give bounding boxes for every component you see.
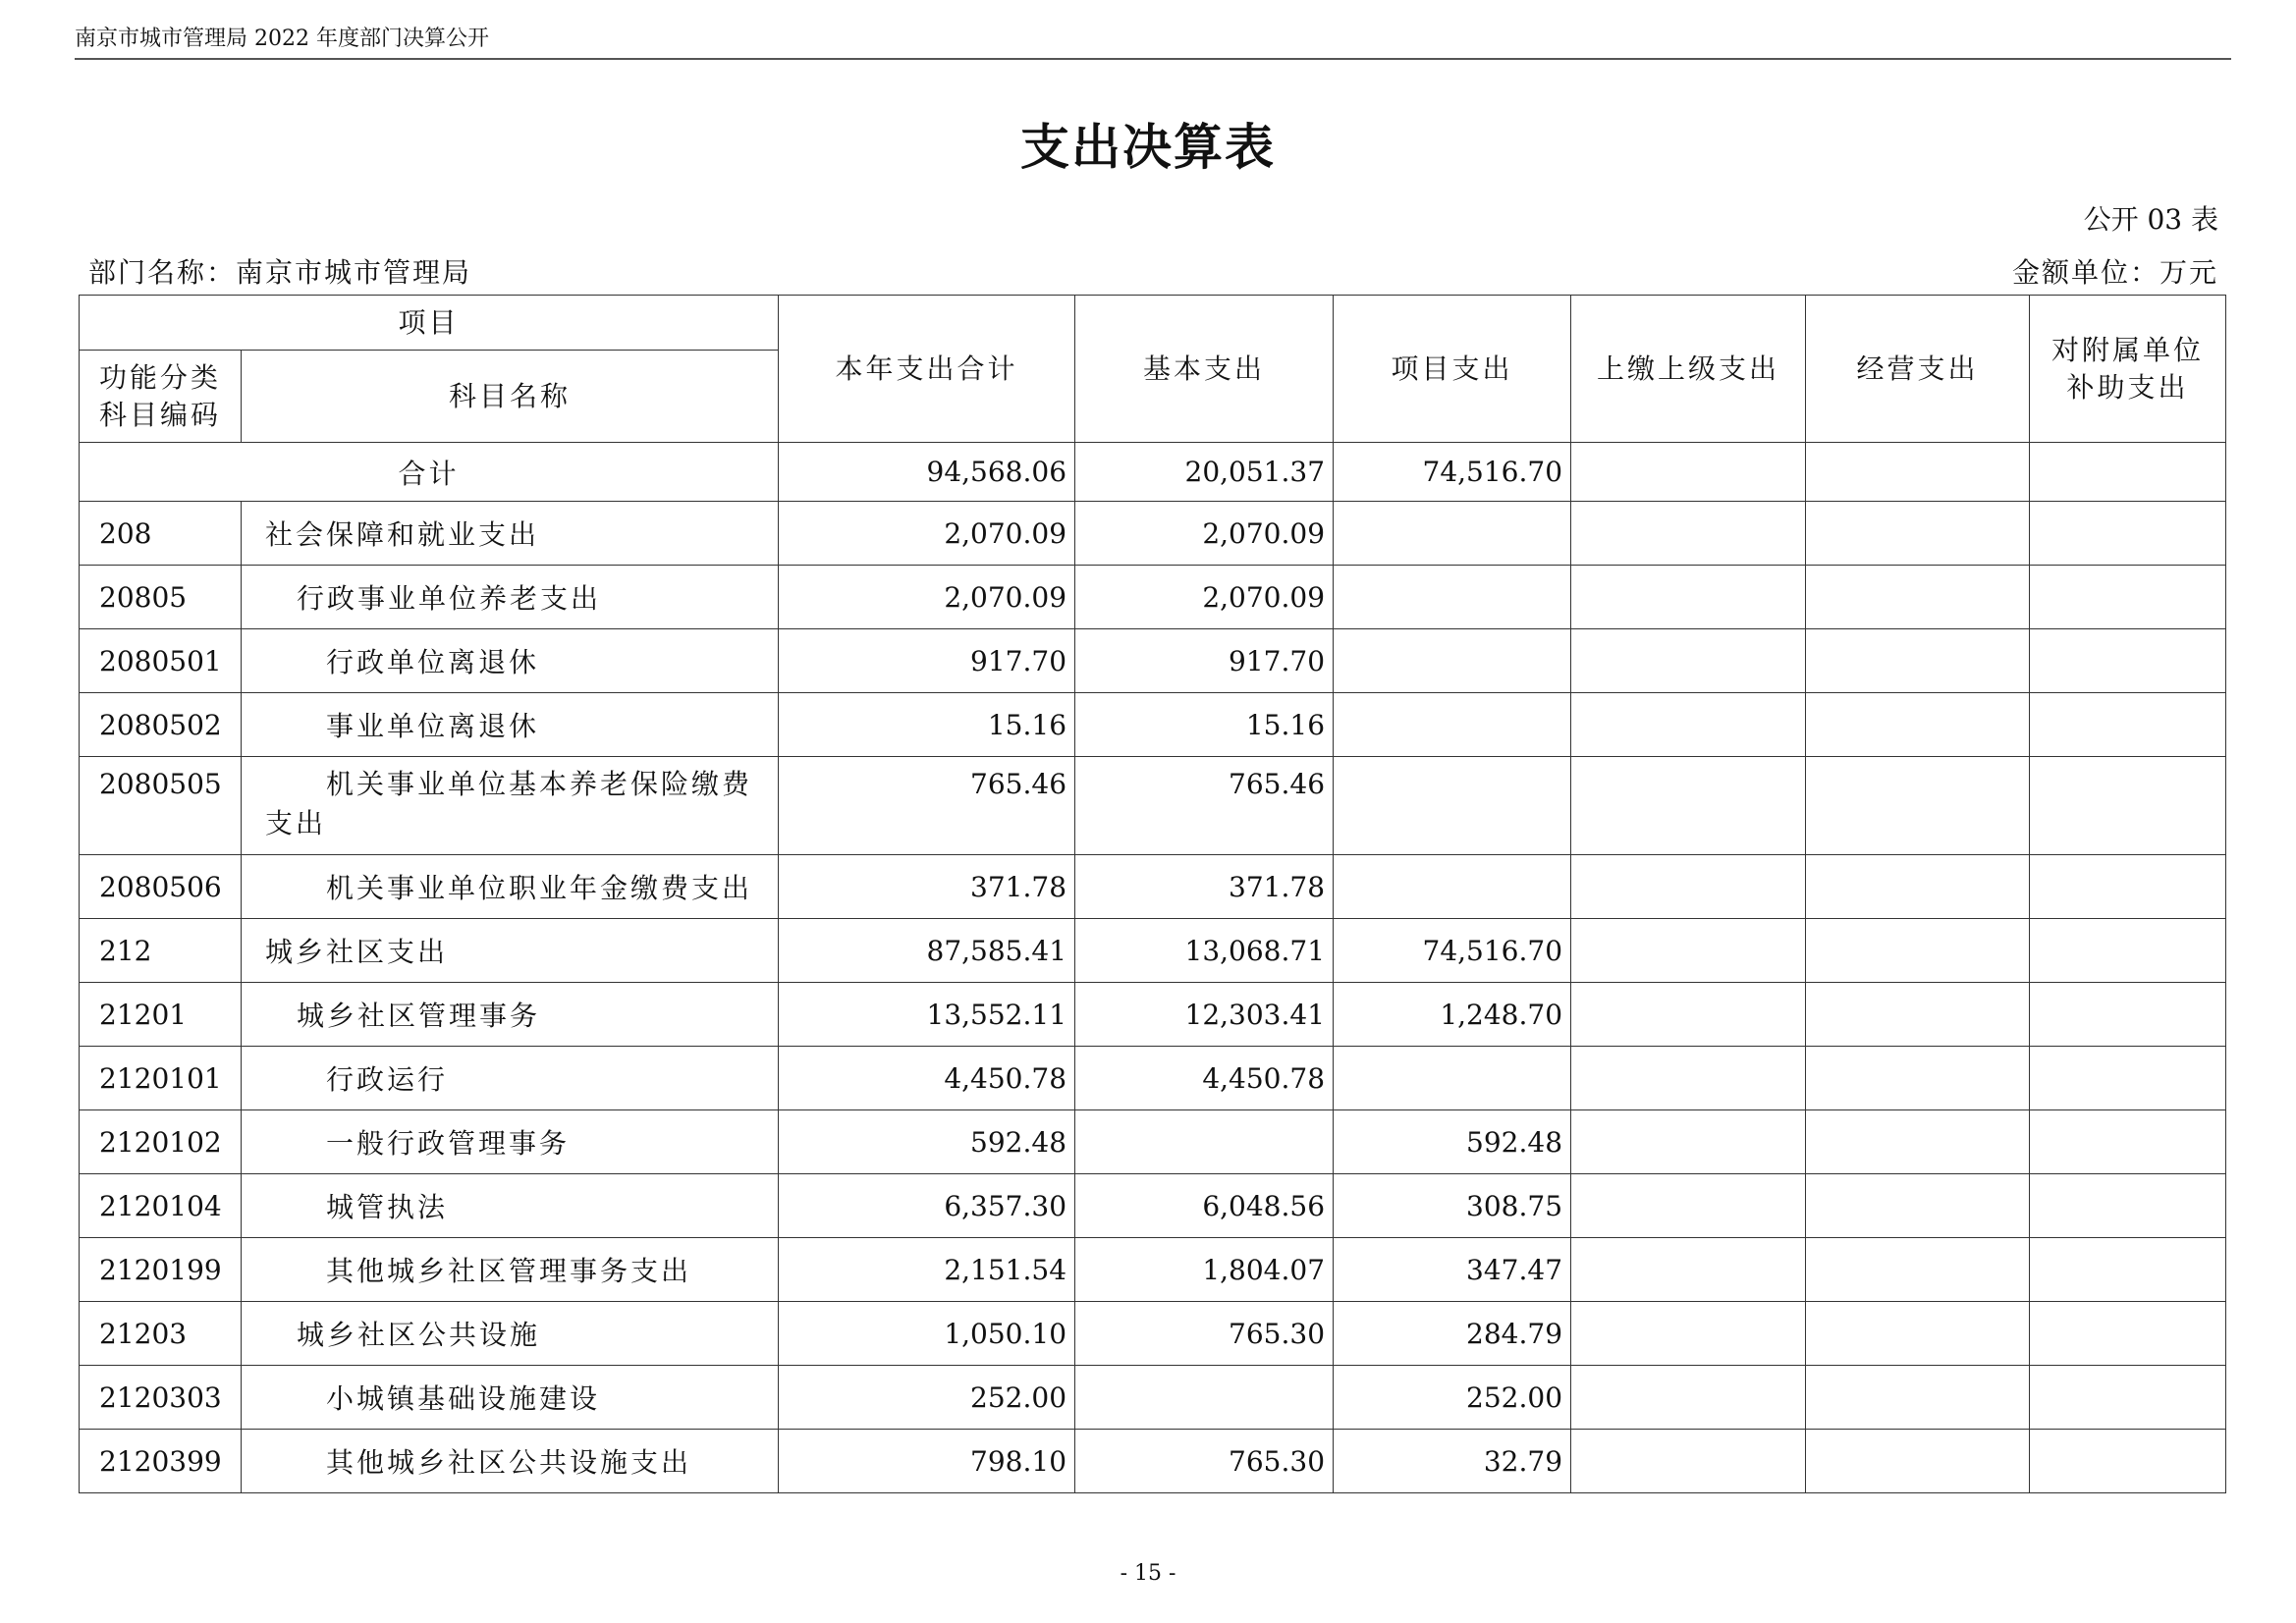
header-subsidy: 对附属单位补助支出 bbox=[2030, 296, 2226, 443]
row-code: 2080505 bbox=[80, 757, 242, 855]
row-total: 765.46 bbox=[779, 757, 1075, 855]
row-basic: 765.46 bbox=[1075, 757, 1334, 855]
row-project bbox=[1334, 855, 1571, 919]
table-row bbox=[80, 1174, 2226, 1238]
row-basic bbox=[1075, 1366, 1334, 1430]
row-project: 284.79 bbox=[1334, 1302, 1571, 1366]
row-project: 308.75 bbox=[1334, 1174, 1571, 1238]
row-total: 15.16 bbox=[779, 693, 1075, 757]
row-basic bbox=[1075, 1110, 1334, 1174]
table-row bbox=[80, 919, 2226, 983]
table-row bbox=[80, 983, 2226, 1047]
row-code: 2120303 bbox=[80, 1366, 242, 1430]
row-total: 87,585.41 bbox=[779, 919, 1075, 983]
summary-basic: 20,051.37 bbox=[1075, 443, 1334, 502]
table-row bbox=[80, 1238, 2226, 1302]
table-row bbox=[80, 855, 2226, 919]
header-total: 本年支出合计 bbox=[779, 296, 1075, 443]
row-name: 城乡社区管理事务 bbox=[242, 983, 779, 1047]
summary-total: 94,568.06 bbox=[779, 443, 1075, 502]
row-code: 21201 bbox=[80, 983, 242, 1047]
table-row bbox=[80, 1430, 2226, 1493]
row-name: 机关事业单位职业年金缴费支出 bbox=[242, 855, 779, 919]
table-row bbox=[80, 1302, 2226, 1366]
header-rule bbox=[75, 58, 2231, 60]
running-header: 南京市城市管理局 2022 年度部门决算公开 bbox=[75, 27, 489, 51]
row-name: 一般行政管理事务 bbox=[242, 1110, 779, 1174]
row-total: 917.70 bbox=[779, 629, 1075, 693]
row-code: 2080506 bbox=[80, 855, 242, 919]
form-number: 公开 03 表 bbox=[2083, 203, 2218, 236]
row-name: 社会保障和就业支出 bbox=[242, 502, 779, 566]
row-basic: 917.70 bbox=[1075, 629, 1334, 693]
row-project: 74,516.70 bbox=[1334, 919, 1571, 983]
row-basic: 12,303.41 bbox=[1075, 983, 1334, 1047]
row-code: 2120101 bbox=[80, 1047, 242, 1110]
row-code: 21203 bbox=[80, 1302, 242, 1366]
table-row bbox=[80, 629, 2226, 693]
table-row bbox=[80, 502, 2226, 566]
row-code: 2080501 bbox=[80, 629, 242, 693]
table-row bbox=[80, 693, 2226, 757]
row-project bbox=[1334, 502, 1571, 566]
row-basic: 371.78 bbox=[1075, 855, 1334, 919]
row-total: 371.78 bbox=[779, 855, 1075, 919]
table-row bbox=[80, 1047, 2226, 1110]
row-project bbox=[1334, 566, 1571, 629]
row-total: 2,151.54 bbox=[779, 1238, 1075, 1302]
row-total: 6,357.30 bbox=[779, 1174, 1075, 1238]
row-name: 城乡社区公共设施 bbox=[242, 1302, 779, 1366]
row-total: 252.00 bbox=[779, 1366, 1075, 1430]
row-name: 行政事业单位养老支出 bbox=[242, 566, 779, 629]
row-project: 32.79 bbox=[1334, 1430, 1571, 1493]
row-project: 592.48 bbox=[1334, 1110, 1571, 1174]
summary-row bbox=[80, 443, 2226, 502]
row-project bbox=[1334, 757, 1571, 855]
page-number: - 15 - bbox=[1120, 1561, 1176, 1586]
row-project bbox=[1334, 629, 1571, 693]
summary-label: 合计 bbox=[80, 443, 779, 502]
header-project: 项目 bbox=[80, 296, 779, 351]
row-project: 1,248.70 bbox=[1334, 983, 1571, 1047]
row-code: 2120102 bbox=[80, 1110, 242, 1174]
header-upper-payment: 上缴上级支出 bbox=[1571, 296, 1806, 443]
row-basic: 15.16 bbox=[1075, 693, 1334, 757]
row-basic: 2,070.09 bbox=[1075, 502, 1334, 566]
row-total: 592.48 bbox=[779, 1110, 1075, 1174]
table-row bbox=[80, 1366, 2226, 1430]
row-name: 机关事业单位基本养老保险缴费支出 bbox=[242, 757, 779, 855]
document-title: 支出决算表 bbox=[1020, 118, 1276, 176]
row-project bbox=[1334, 693, 1571, 757]
row-code: 208 bbox=[80, 502, 242, 566]
row-basic: 4,450.78 bbox=[1075, 1047, 1334, 1110]
row-basic: 765.30 bbox=[1075, 1430, 1334, 1493]
row-name: 其他城乡社区管理事务支出 bbox=[242, 1238, 779, 1302]
header-basic: 基本支出 bbox=[1075, 296, 1334, 443]
row-code: 2080502 bbox=[80, 693, 242, 757]
expenditure-table bbox=[79, 295, 2226, 1493]
row-code: 2120199 bbox=[80, 1238, 242, 1302]
header-name: 科目名称 bbox=[242, 351, 779, 443]
header-operating: 经营支出 bbox=[1806, 296, 2030, 443]
row-code: 2120399 bbox=[80, 1430, 242, 1493]
row-total: 13,552.11 bbox=[779, 983, 1075, 1047]
row-code: 212 bbox=[80, 919, 242, 983]
summary-project: 74,516.70 bbox=[1334, 443, 1571, 502]
row-project: 252.00 bbox=[1334, 1366, 1571, 1430]
row-code: 20805 bbox=[80, 566, 242, 629]
row-total: 2,070.09 bbox=[779, 502, 1075, 566]
row-name: 行政运行 bbox=[242, 1047, 779, 1110]
row-total: 798.10 bbox=[779, 1430, 1075, 1493]
row-project bbox=[1334, 1047, 1571, 1110]
row-basic: 6,048.56 bbox=[1075, 1174, 1334, 1238]
row-basic: 2,070.09 bbox=[1075, 566, 1334, 629]
header-code: 功能分类科目编码 bbox=[80, 351, 242, 443]
row-basic: 13,068.71 bbox=[1075, 919, 1334, 983]
row-basic: 765.30 bbox=[1075, 1302, 1334, 1366]
row-name: 小城镇基础设施建设 bbox=[242, 1366, 779, 1430]
table-row bbox=[80, 757, 2226, 855]
row-name: 城管执法 bbox=[242, 1174, 779, 1238]
row-name: 事业单位离退休 bbox=[242, 693, 779, 757]
row-name: 行政单位离退休 bbox=[242, 629, 779, 693]
department-label: 部门名称：南京市城市管理局 bbox=[88, 256, 472, 289]
row-total: 1,050.10 bbox=[779, 1302, 1075, 1366]
row-name: 城乡社区支出 bbox=[242, 919, 779, 983]
table-row bbox=[80, 1110, 2226, 1174]
amount-unit-label: 金额单位：万元 bbox=[2011, 256, 2218, 289]
row-name: 其他城乡社区公共设施支出 bbox=[242, 1430, 779, 1493]
row-basic: 1,804.07 bbox=[1075, 1238, 1334, 1302]
row-code: 2120104 bbox=[80, 1174, 242, 1238]
row-total: 4,450.78 bbox=[779, 1047, 1075, 1110]
row-project: 347.47 bbox=[1334, 1238, 1571, 1302]
row-total: 2,070.09 bbox=[779, 566, 1075, 629]
header-project-expense: 项目支出 bbox=[1334, 296, 1571, 443]
table-row bbox=[80, 566, 2226, 629]
